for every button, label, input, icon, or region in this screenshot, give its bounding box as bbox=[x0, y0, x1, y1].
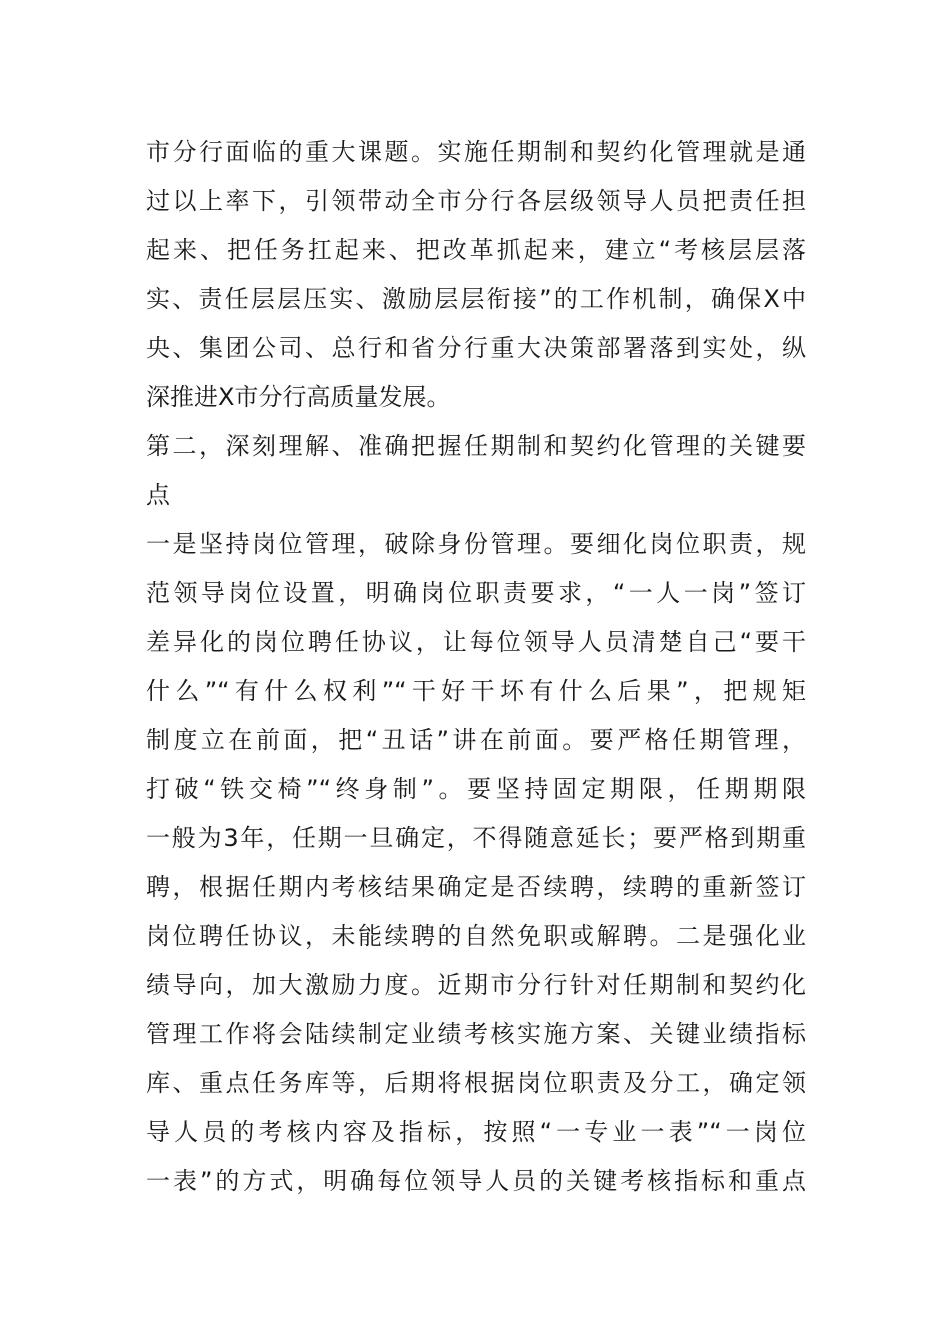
text-line: 导人员的考核内容及指标，按照“一专业一表”“一岗位 bbox=[146, 1118, 806, 1146]
text-line: 范领导岗位设置，明确岗位职责要求，“一人一岗”签订 bbox=[146, 579, 806, 607]
text-line: 市分行面临的重大课题。实施任期制和契约化管理就是通 bbox=[146, 138, 806, 166]
text-line: 深推进X市分行高质量发展。 bbox=[146, 383, 451, 411]
body-text bbox=[146, 128, 806, 1206]
text-line: 库、重点任务库等，后期将根据岗位职责及分工，确定领 bbox=[146, 1069, 806, 1097]
text-line: 绩导向，加大激励力度。近期市分行针对任期制和契约化 bbox=[146, 971, 806, 999]
text-line: 什么”“有什么权利”“干好干坏有什么后果”，把规矩 bbox=[146, 677, 806, 705]
text-line: 起来、把任务扛起来、把改革抓起来，建立“考核层层落 bbox=[146, 236, 806, 264]
text-line: 一表”的方式，明确每位领导人员的关键考核指标和重点 bbox=[146, 1167, 806, 1195]
text-line: 打破“铁交椅”“终身制”。要坚持固定期限，任期期限 bbox=[146, 775, 806, 803]
text-line: 岗位聘任协议，未能续聘的自然免职或解聘。二是强化业 bbox=[146, 922, 806, 950]
text-line: 制度立在前面，把“丑话”讲在前面。要严格任期管理， bbox=[146, 726, 806, 754]
text-line: 聘，根据任期内考核结果确定是否续聘，续聘的重新签订 bbox=[146, 873, 806, 901]
text-line: 央、集团公司、总行和省分行重大决策部署落到实处，纵 bbox=[146, 334, 806, 362]
text-line: 一般为3年，任期一旦确定，不得随意延长；要严格到期重 bbox=[146, 824, 806, 852]
section-heading-line: 点 bbox=[146, 481, 170, 509]
section-heading-line: 第二，深刻理解、准确把握任期制和契约化管理的关键要 bbox=[146, 432, 806, 460]
text-line: 管理工作将会陆续制定业绩考核实施方案、关键业绩指标 bbox=[146, 1020, 806, 1048]
text-line: 过以上率下，引领带动全市分行各层级领导人员把责任担 bbox=[146, 187, 806, 215]
text-line: 一是坚持岗位管理，破除身份管理。要细化岗位职责，规 bbox=[146, 530, 806, 558]
text-line: 实、责任层层压实、激励层层衔接”的工作机制，确保X中 bbox=[146, 285, 806, 313]
text-line: 差异化的岗位聘任协议，让每位领导人员清楚自己“要干 bbox=[146, 628, 806, 656]
